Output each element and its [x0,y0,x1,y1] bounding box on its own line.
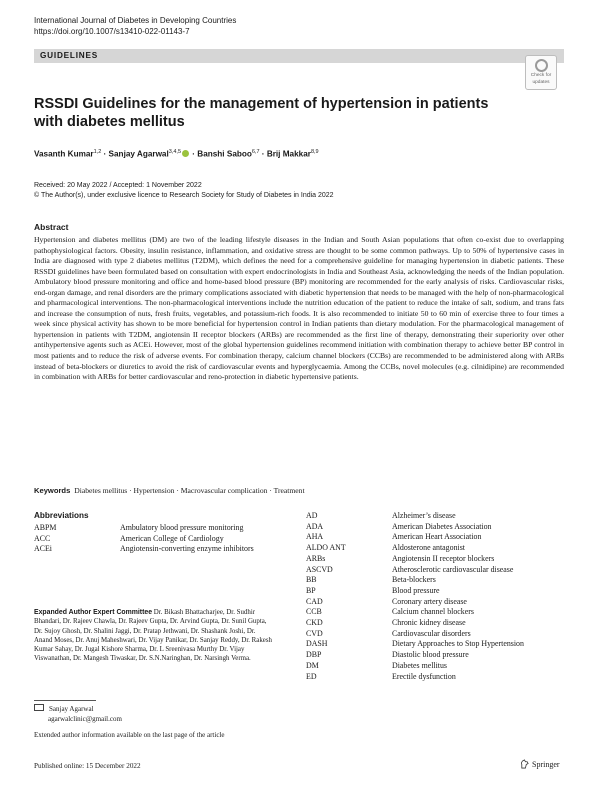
abbreviation-row [306,607,586,618]
abbreviation-definition: Coronary artery disease [392,596,467,606]
doi-link[interactable]: https://doi.org/10.1007/s13410-022-01143-7 [34,27,190,36]
abbreviation-term: ADA [306,521,324,531]
contact-name: Sanjay Agarwal [49,705,94,713]
abstract-text: Hypertension and diabetes mellitus (DM) are two of the leading lifestyle diseases in the Indian and South Asian populations that often co-exist due to overlapping pathophysiological factors. Obesity, insulin resistance, inflammation, and oxidative stress are thought to be some common pathways. Up to 50% of hypertensive cases in India are diagnosed with type 2 diabetes mellitus (T2DM), which defines the need for a comprehensive guideline for managing hypertension in diabetic patients. These RSSDI guidelines have been formulated based on consultation with expert endocrinologists in India and Southeast Asia, acknowledging the needs of the Indian population. Ambulatory blood pressure monitoring and office and home-based blood pressure (BP) monitoring are recommended for the early analysis of risks. Cardiovascular risks, end-organ damage, and renal disorders are the primary complications associated with diabetic hypertension that needs to be managed with the help of non-pharmacological and pharmacological interventions. The non-pharmacological interventions include the nutrition education of the patient to reduce the intake of salt, sodium, and trans fats and increase the consumption of nuts, fresh fruits, vegetables, and potassium-rich foods. It is also recommended to initiate 50 to 60 min of exercise three to four times a week since physical activity has shown to be more beneficial for hypertension control in Indian patients than dietary modulation. For the pharmacological management of hypertension in patients with T2DM, angiotensin II receptor blockers (ARBs) are recommended as the first line of therapy, demonstrating their superiority over other antihypertensive agents such as ACEi. However, most of the global hypertension guidelines recommend initiation with combination therapy to achieve better BP control in most patients and to reduce the risk of adverse events. For combination therapy, calcium channel blockers (CCBs) are recommended to be administered along with ARBs instead of beta-blockers or diuretics to avoid the risk of cardiovascular events and hyperglycaemia. Among the CCBs, novel molecules (e.g. cilnidipine) are recommended in combination with ARBs for better cardiovascular and reno-protection in diabetic hypertensive patients. [34,235,564,382]
abbreviation-term: ALDO ANT [306,543,346,553]
abbreviation-definition: Aldosterone antagonist [392,543,465,553]
article-title: RSSDI Guidelines for the management of hypertension in patients with diabetes mellitus [34,96,489,130]
journal-name: International Journal of Diabetes in Developing Countries [34,16,237,25]
check-updates-line2: updates [532,79,550,85]
abbreviation-term: AHA [306,532,324,542]
keywords-label: Keywords [34,486,71,495]
abbreviation-row [306,672,586,683]
abbreviation-term: CCB [306,607,322,617]
abbreviation-term: CKD [306,618,323,628]
abbreviation-definition: Cardiovascular disorders [392,628,471,638]
abbreviations-list-left [34,523,294,555]
author-name[interactable]: Brij Makkar [266,149,311,159]
abbreviation-definition: American Heart Association [392,532,482,542]
envelope-icon [34,704,44,711]
abbreviation-term: DBP [306,650,322,660]
abbreviation-row [306,661,586,672]
abbreviation-definition: Beta-blockers [392,575,436,585]
abbreviation-term: AD [306,511,318,520]
abbreviation-row [306,575,586,586]
abbreviation-definition: Angiotensin-converting enzyme inhibitors [120,544,254,554]
article-dates [34,181,334,201]
received-accepted: Received: 20 May 2022 / Accepted: 1 November 2022 [34,182,202,189]
publisher-logo[interactable] [520,759,560,769]
section-label: GUIDELINES [40,51,99,60]
abbreviations-list-right [306,511,586,682]
abbreviation-row [34,523,294,534]
author-name[interactable]: Vasanth Kumar [34,149,94,159]
abbreviation-row [306,554,586,565]
abbreviation-definition: Atherosclerotic cardiovascular disease [392,564,514,574]
author-affiliation: 8,9 [310,149,319,155]
extended-author-note: Extended author information available on the last page of the article [34,731,225,739]
abbreviation-row [306,597,586,608]
author-name[interactable]: Sanjay Agarwal [108,149,169,159]
abbreviation-row [306,565,586,576]
publisher-name: Springer [532,759,560,769]
abbreviation-term: CVD [306,628,323,638]
abbreviation-term: DASH [306,639,328,649]
abbreviation-row [306,629,586,640]
abbreviation-row [306,586,586,597]
author-affiliation: 3,4,5 [168,149,181,155]
author-affiliation: 6,7 [251,149,260,155]
abbreviation-row [34,534,294,545]
orcid-icon[interactable] [182,150,189,157]
abbreviation-row [306,639,586,650]
abbreviation-row [306,618,586,629]
author-name[interactable]: Banshi Saboo [197,149,252,159]
abbreviation-term: BB [306,575,317,585]
committee-members: Dr. Bikash Bhattacharjee, Dr. Sudhir Bhandari, Dr. Rajeev Chawla, Dr. Rajeev Gupta, Dr. Arvind Gupta, Dr. Sunil Gupta, Dr. Sujoy Ghosh, Dr. Shalini Jaggi, Dr. Pratap Jethwani, Dr. Shashank Joshi, Dr. Anand Moses, Dr. Anuj Maheshwari, Dr. Vijay Panikar, Dr. Sanjay Reddy, Dr. Rakesh Kumar Sahay, Dr. Jugal Kishore Sharma, Dr. L Sreenivasa Murthy Dr. Vijay Viswanathan, Dr. Mangesh Tiwaskar, Dr. S.N.Naringhan, Dr. Narsingh Verma. [34,609,272,663]
abbreviation-definition: Ambulatory blood pressure monitoring [120,523,244,532]
abbreviation-definition: Calcium channel blockers [392,607,474,617]
abbreviation-row [306,650,586,661]
abbreviation-row [306,532,586,543]
abbreviations-heading: Abbreviations [34,511,89,520]
journal-header [34,15,236,37]
author-affiliation: 1,2 [93,149,102,155]
abbreviation-term: ABPM [34,523,57,532]
abbreviation-term: BP [306,585,316,595]
abbreviation-term: ACEi [34,544,52,554]
abbreviation-definition: Dietary Approaches to Stop Hypertension [392,639,524,649]
abbreviation-definition: Angiotensin II receptor blockers [392,553,495,563]
keywords-list: Diabetes mellitus · Hypertension · Macrovascular complication · Treatment [74,486,305,495]
abstract-heading: Abstract [34,222,69,232]
abbreviation-row [306,511,586,522]
springer-horse-icon [520,759,529,769]
abbreviation-term: CAD [306,596,323,606]
abbreviation-definition: American College of Cardiology [120,533,224,543]
published-date: Published online: 15 December 2022 [34,762,141,770]
footnote-divider [34,700,96,701]
abbreviation-term: ASCVD [306,564,333,574]
check-for-updates-badge[interactable] [525,55,557,90]
abbreviation-row [306,522,586,533]
abbreviation-term: ARBs [306,553,326,563]
abbreviation-definition: Alzheimer’s disease [392,511,456,520]
abbreviation-definition: Chronic kidney disease [392,618,466,628]
abbreviation-definition: Blood pressure [392,585,440,595]
keywords [34,486,305,495]
corresponding-author [34,704,122,724]
expert-committee [34,608,274,664]
abbreviation-term: ACC [34,533,51,543]
abbreviation-definition: Erectile dysfunction [392,671,456,681]
abbreviation-definition: Diabetes mellitus [392,660,448,670]
abbreviation-definition: American Diabetes Association [392,521,492,531]
abbreviation-row [34,544,294,555]
copyright-line: © The Author(s), under exclusive licence to Research Society for Study of Diabetes in India 2022 [34,192,334,199]
abbreviation-term: ED [306,671,317,681]
check-updates-line1: Check for [530,73,552,78]
check-for-updates-icon [535,59,548,72]
abbreviation-row [306,543,586,554]
abbreviation-definition: Diastolic blood pressure [392,650,469,660]
contact-email[interactable]: agarwalclinic@gmail.com [48,714,122,723]
author-list: Vasanth Kumar$^{1,2}$ · Sanjay Agarwal$^{3,4,5}$ · Banshi Saboo$^{6,7}$ · Brij Makkar$^{8,9}$ [34,149,319,159]
abbreviation-term: DM [306,660,319,670]
committee-label: Expanded Author Expert Committee [34,609,153,616]
section-bar [34,49,564,63]
